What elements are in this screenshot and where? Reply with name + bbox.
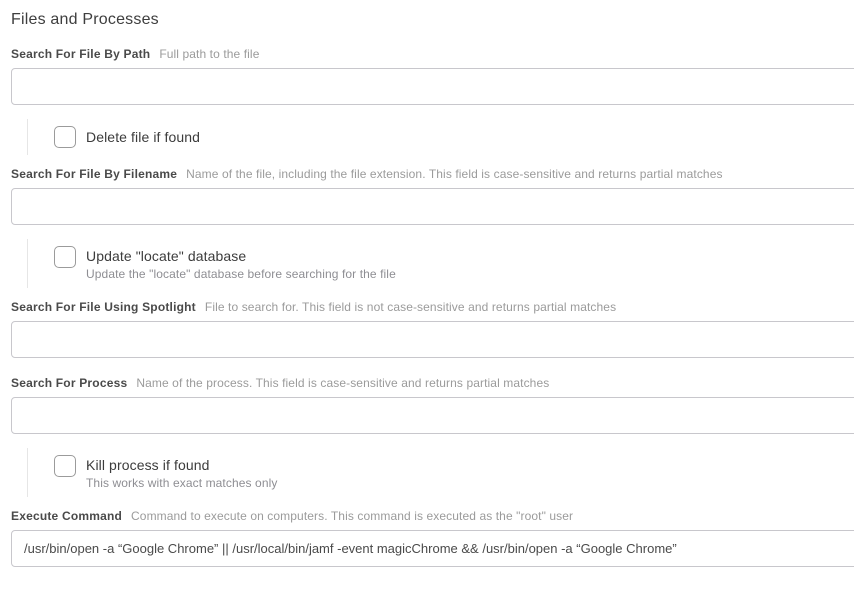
execute-command-label-row xyxy=(11,509,854,523)
delete-file-if-found-checkbox[interactable] xyxy=(54,126,76,148)
search-file-by-filename-label-row xyxy=(11,167,854,181)
search-for-process-helper: Name of the process. This field is case-sensitive and returns partial matches xyxy=(136,376,550,390)
update-locate-database-texts xyxy=(86,246,396,281)
delete-file-if-found-label: Delete file if found xyxy=(86,129,201,145)
search-file-by-filename-label: Search For File By Filename xyxy=(11,167,178,181)
search-file-spotlight-helper: File to search for. This field is not case-sensitive and returns partial matches xyxy=(204,300,617,314)
search-file-spotlight-label: Search For File Using Spotlight xyxy=(11,300,196,314)
search-file-spotlight-label-row xyxy=(11,300,854,314)
update-locate-database-group xyxy=(27,239,854,288)
update-locate-database-checkbox[interactable] xyxy=(54,246,76,268)
kill-process-if-found-group xyxy=(27,448,854,497)
kill-process-if-found-checkbox[interactable] xyxy=(54,455,76,477)
search-file-by-path-input[interactable] xyxy=(11,68,854,105)
search-file-by-filename-input[interactable] xyxy=(11,188,854,225)
search-for-process-input[interactable] xyxy=(11,397,854,434)
search-for-process-label-row xyxy=(11,376,854,390)
update-locate-database-sub: Update the "locate" database before searching for the file xyxy=(86,267,396,281)
execute-command-label: Execute Command xyxy=(11,509,123,523)
search-for-process-label: Search For Process xyxy=(11,376,128,390)
kill-process-if-found-sub: This works with exact matches only xyxy=(86,476,278,490)
search-file-by-filename-helper: Name of the file, including the file extension. This field is case-sensitive and returns partial matches xyxy=(186,167,723,181)
execute-command-input[interactable] xyxy=(11,530,854,567)
search-file-by-path-label: Search For File By Path xyxy=(11,47,151,61)
delete-file-if-found-group xyxy=(27,119,854,155)
update-locate-database-label: Update "locate" database xyxy=(86,248,247,264)
search-file-by-path-helper: Full path to the file xyxy=(159,47,260,61)
search-file-spotlight-input[interactable] xyxy=(11,321,854,358)
kill-process-if-found-texts xyxy=(86,455,277,490)
search-file-by-path-label-row xyxy=(11,47,854,61)
execute-command-helper: Command to execute on computers. This command is executed as the "root" user xyxy=(131,509,574,523)
page-title: Files and Processes xyxy=(11,11,159,28)
delete-file-if-found-texts xyxy=(86,126,200,145)
kill-process-if-found-label: Kill process if found xyxy=(86,457,210,473)
